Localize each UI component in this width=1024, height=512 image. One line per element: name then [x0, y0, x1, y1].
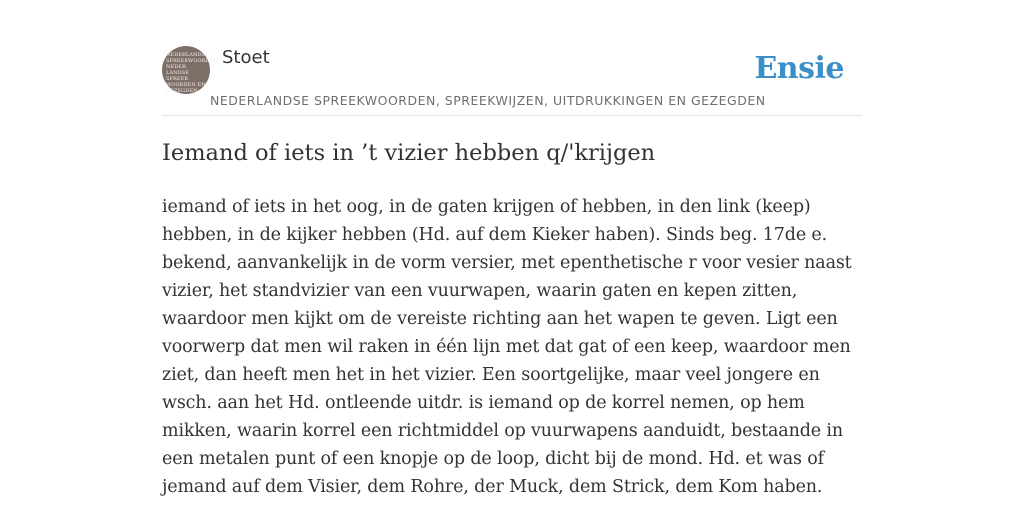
avatar-line: NEDER	[166, 64, 186, 70]
avatar-book-cover	[166, 52, 218, 94]
brand-logo[interactable]: Ensie	[754, 51, 844, 86]
header	[162, 46, 862, 116]
avatar-line: LANDSE	[166, 70, 189, 76]
header-divider	[162, 115, 862, 116]
author-name[interactable]: Stoet	[222, 47, 270, 68]
avatar-line: WOORDEN EN	[166, 82, 206, 88]
source-subtitle[interactable]: NEDERLANDSE SPREEKWOORDEN, SPREEKWIJZEN, UITDRUKKINGEN EN GEZEGDEN	[210, 93, 766, 108]
author-avatar[interactable]	[162, 46, 218, 94]
entry-definition: iemand of iets in het oog, in de gaten krijgen of hebben, in den link (keep) hebben, in de kijker hebben (Hd. auf dem Kieker haben). Sinds beg. 17de e. bekend, aanvankelijk in de vorm versier, met epenthetische r voor vesier naast vizier, het standvizier van een vuurwapen, waarin gaten en kepen zitten, waardoor men kijkt om de vereiste richting aan het wapen te geven. Ligt een voorwerp dat men wil raken in één lijn met dat gat of een keep, waardoor men ziet, dan heeft men het in het vizier. Een soortgelijke, maar veel jongere en wsch. aan het Hd. ontleende uitdr. is iemand op de korrel nemen, op hem mikken, waarin korrel een richtmiddel op vuurwapens aanduidt, bestaande in een metalen punt of een knopje op de loop, dicht bij de mond. Hd. et was of jemand auf dem Visier, dem Rohre, der Muck, dem Strick, dem Kom haben.	[162, 197, 852, 497]
avatar-line: SPREEK	[166, 76, 189, 82]
avatar-line: GEZEGDEN	[166, 88, 198, 94]
avatar-line: SPREEKWOORDEN	[166, 58, 218, 64]
avatar-line: NEDERLANDSE	[166, 52, 209, 58]
entry-title: Iemand of iets in ’t vizier hebben q/'krijgen	[162, 140, 656, 166]
